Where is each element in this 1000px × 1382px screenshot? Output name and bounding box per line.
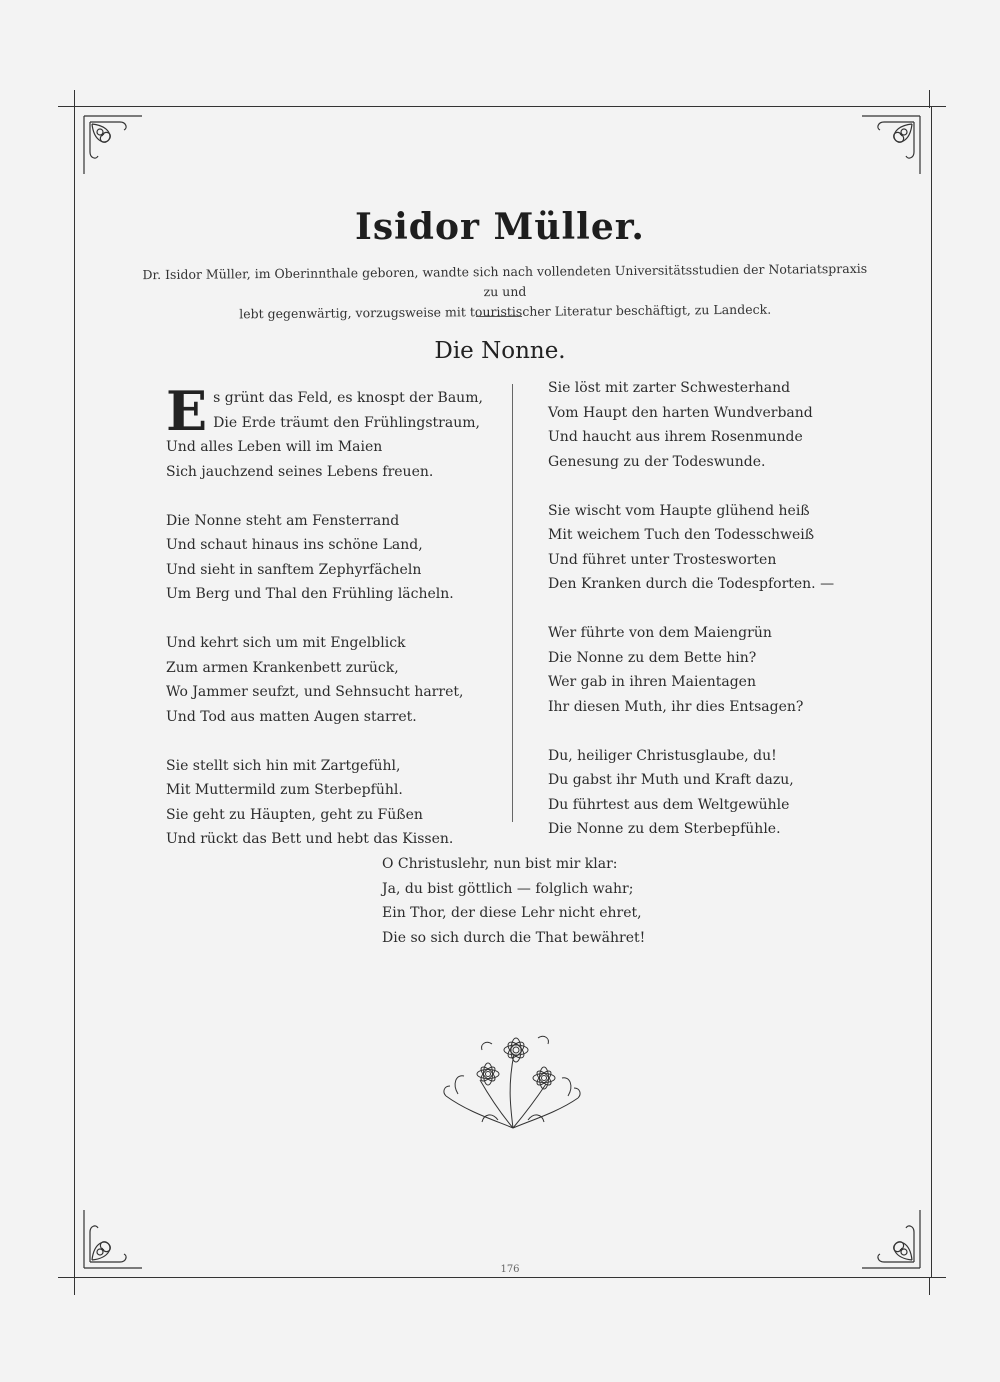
column-divider	[512, 384, 513, 822]
poem-line: Wo Jammer seufzt, und Sehnsucht harret,	[166, 684, 464, 700]
poem-line: Sie wischt vom Haupte glühend heiß	[548, 502, 810, 519]
stanza	[166, 631, 496, 729]
author-title: Isidor Müller.	[355, 206, 645, 248]
poem-column-right	[548, 376, 848, 866]
poem-line: Ja, du bist göttlich — folglich wahr;	[382, 880, 634, 897]
stanza	[548, 376, 848, 474]
stanza	[166, 754, 496, 852]
corner-ornament-icon	[858, 1206, 924, 1272]
poem-line: Und sieht in sanftem Zephyrfächeln	[166, 561, 422, 578]
poem-line: Du gabst ihr Muth und Kraft dazu,	[548, 772, 794, 788]
separator-rule	[476, 316, 522, 317]
poem-line: Und alles Leben will im Maien	[166, 439, 383, 455]
poem-line: Mit Muttermild zum Sterbepfühl.	[166, 782, 403, 798]
poem-line: Sie löst mit zarter Schwesterhand	[548, 380, 791, 396]
border-tick	[928, 1277, 946, 1278]
stanza	[166, 379, 496, 484]
poem-line: Vom Haupt den harten Wundverband	[548, 404, 813, 421]
poem-line: Sie geht zu Häupten, geht zu Füßen	[166, 806, 423, 823]
poem-title: Die Nonne.	[434, 338, 566, 364]
page-number: 176	[500, 1264, 520, 1275]
poem-line: Genesung zu der Todeswunde.	[548, 453, 766, 470]
poem-line: Um Berg und Thal den Frühling lächeln.	[166, 586, 454, 602]
poem-line: Die Nonne zu dem Bette hin?	[548, 649, 757, 666]
poem-line: Und schaut hinaus ins schöne Land,	[166, 537, 423, 553]
poem-line: Du, heiliger Christusglaube, du!	[548, 747, 777, 764]
poem-line: Und kehrt sich um mit Engelblick	[166, 635, 406, 651]
poem-line: Die Nonne steht am Fensterrand	[166, 512, 400, 529]
poem-line: s grünt das Feld, es knospt der Baum,	[213, 390, 483, 406]
border-tick	[928, 106, 946, 107]
poem-line: Zum armen Krankenbett zurück,	[166, 659, 399, 676]
poem-line: O Christuslehr, nun bist mir klar:	[382, 856, 618, 872]
bio-line: lebt gegenwärtig, vorzugsweise mit touristischer Literatur beschäftigt, zu Landeck.	[239, 301, 772, 322]
poem-line: Wer gab in ihren Maientagen	[548, 674, 756, 690]
poem-line: Und rückt das Bett und hebt das Kissen.	[166, 831, 454, 847]
poem-line: Die Erde träumt den Frühlingstraum,	[213, 414, 480, 431]
poem-column-left	[166, 379, 496, 876]
poem-line: Die so sich durch die That bewähret!	[382, 929, 646, 946]
stanza	[548, 744, 848, 842]
stanza	[548, 499, 848, 597]
corner-ornament-icon	[858, 112, 924, 178]
drop-cap: E	[166, 379, 208, 443]
final-stanza	[382, 852, 682, 950]
border-tick	[929, 90, 930, 108]
poem-line: Sich jauchzend seines Lebens freuen.	[166, 463, 434, 480]
corner-ornament-icon	[80, 1206, 146, 1272]
border-tick	[74, 90, 75, 108]
poem-line: Den Kranken durch die Todespforten. —	[548, 576, 835, 592]
poem-line: Und haucht aus ihrem Rosenmunde	[548, 429, 803, 445]
poem-line: Sie stellt sich hin mit Zartgefühl,	[166, 757, 401, 774]
poem-line: Und führet unter Trostesworten	[548, 551, 777, 568]
corner-ornament-icon	[80, 112, 146, 178]
border-tick	[74, 1277, 75, 1295]
poem-line: Wer führte von dem Maiengrün	[548, 625, 772, 641]
stanza	[166, 509, 496, 607]
poem-line: Mit weichem Tuch den Todesschweiß	[548, 527, 815, 543]
poem-line: Ihr diesen Muth, ihr dies Entsagen?	[548, 698, 804, 715]
flower-vignette-icon	[428, 1024, 598, 1134]
poem-line: Du führtest aus dem Weltgewühle	[548, 796, 790, 813]
border-tick	[929, 1277, 930, 1295]
poem-line: Die Nonne zu dem Sterbepfühle.	[548, 821, 781, 837]
stanza	[548, 621, 848, 719]
poem-line: Ein Thor, der diese Lehr nicht ehret,	[382, 905, 642, 921]
poem-line: Und Tod aus matten Augen starret.	[166, 708, 417, 725]
bio-line: Dr. Isidor Müller, im Oberinnthale geboren, wandte sich nach vollendeten Universitätsstudien der Notariatspraxis zu und	[142, 260, 868, 300]
